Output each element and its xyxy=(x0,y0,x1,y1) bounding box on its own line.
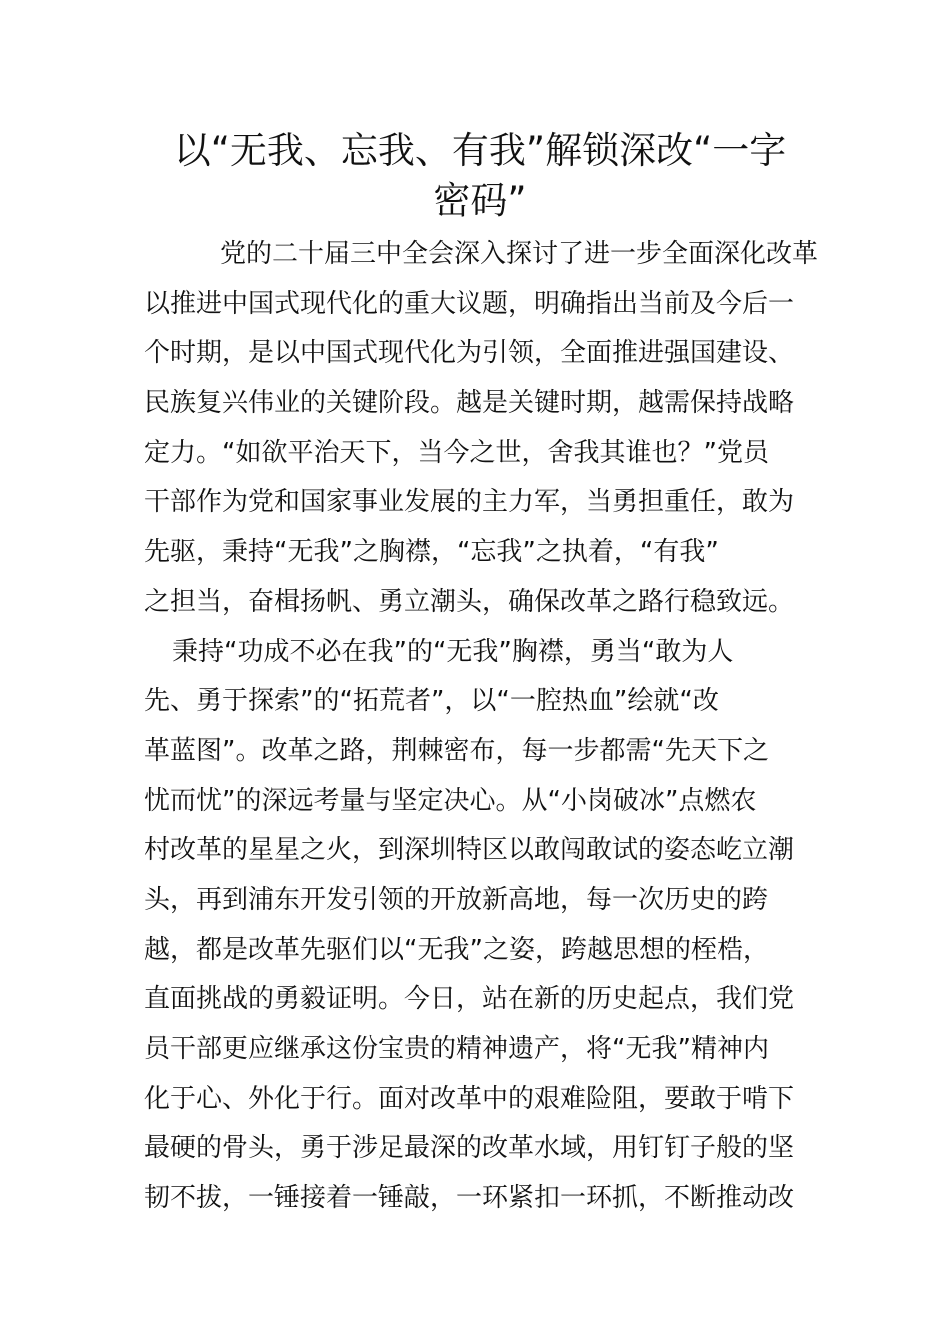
article-body xyxy=(144,230,819,1224)
paragraph-2 xyxy=(144,628,816,1224)
paragraph-1 xyxy=(144,230,819,628)
text-line: 定力。“如欲平治天下，当今之世，舍我其谁也？”党员 xyxy=(144,437,769,468)
text-line: 干部作为党和国家事业发展的主力军，当勇担重任，敢为 xyxy=(144,487,795,518)
text-line: 民族复兴伟业的关键阶段。越是关键时期，越需保持战略 xyxy=(144,388,795,419)
text-line: 先驱，秉持“无我”之胸襟，“忘我”之执着，“有我” xyxy=(144,537,719,568)
title-line: 密码” xyxy=(433,179,527,222)
text-line: 先、勇于探索”的“拓荒者”，以“一腔热血”绘就“改 xyxy=(144,686,719,717)
text-line: 之担当，奋楫扬帆、勇立潮头，确保改革之路行稳致远。 xyxy=(144,586,795,617)
text-line: 忧而忧”的深远考量与坚定决心。从“小岗破冰”点燃农 xyxy=(144,785,757,816)
text-line: 越，都是改革先驱们以“无我”之姿，跨越思想的桎梏， xyxy=(144,934,769,965)
text-line: 韧不拔，一锤接着一锤敲，一环紧扣一环抓，不断推动改 xyxy=(144,1183,795,1214)
text-line: 员干部更应继承这份宝贵的精神遗产，将“无我”精神内 xyxy=(144,1034,769,1064)
text-line: 个时期，是以中国式现代化为引领，全面推进强国建设、 xyxy=(144,338,795,369)
text-line: 头，再到浦东开发引领的开放新高地，每一次历史的跨 xyxy=(144,884,769,915)
text-line: 化于心、外化于行。面对改革中的艰难险阻，要敢于啃下 xyxy=(144,1083,795,1114)
text-line: 最硬的骨头，勇于涉足最深的改革水域，用钉钉子般的坚 xyxy=(144,1133,795,1164)
text-line: 以推进中国式现代化的重大议题，明确指出当前及今后一 xyxy=(144,288,795,319)
text-line: 秉持“功成不必在我”的“无我”胸襟，勇当“敢为人 xyxy=(172,636,734,667)
title-line: 以“无我、忘我、有我”解锁深改“一字 xyxy=(173,129,787,172)
text-line: 革蓝图”。改革之路，荆棘密布，每一步都需“先天下之 xyxy=(144,735,769,766)
text-line: 直面挑战的勇毅证明。今日，站在新的历史起点，我们党 xyxy=(144,984,795,1015)
text-line: 村改革的星星之火，到深圳特区以敢闯敢试的姿态屹立潮 xyxy=(144,835,795,866)
text-line: 党的二十届三中全会深入探讨了进一步全面深化改革 xyxy=(220,239,819,269)
article-title xyxy=(150,126,810,226)
